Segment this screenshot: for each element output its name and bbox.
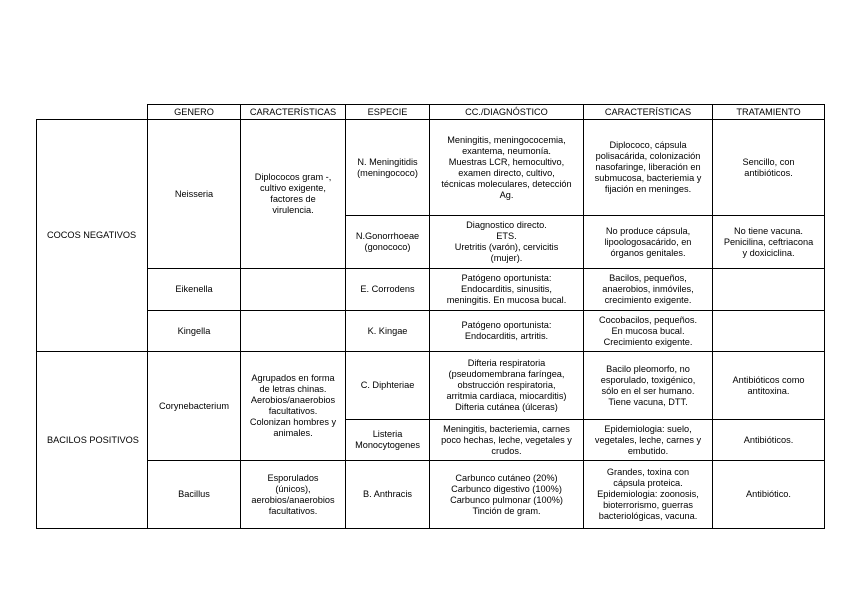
diagnostico-c-diphteriae <box>430 352 584 420</box>
text-line: Carbunco cutáneo (20%) <box>455 472 558 483</box>
caracteristicas-c-diphteriae <box>584 352 713 420</box>
text-line: Carbunco digestivo (100%) <box>451 483 562 494</box>
text-line: (mujer). <box>490 253 523 263</box>
header-especie: ESPECIE <box>346 105 430 120</box>
text-line: Muestras LCR, hemocultivo, <box>448 156 565 167</box>
especie-n-meningitidis <box>346 120 430 216</box>
text-line: Diplococo, cápsula <box>609 140 687 150</box>
text-line: Patógeno oportunista: <box>461 320 552 330</box>
text-line: polisacárida, colonización <box>595 151 701 161</box>
text-line: nasofaringe, liberación en <box>595 162 701 172</box>
genero-neisseria: Neisseria <box>148 120 241 269</box>
tratamiento-eikenella-empty <box>713 269 825 311</box>
text-line: Meningitis, bacteriemia, carnes <box>443 423 570 434</box>
text-line: Antibióticos como <box>732 374 805 385</box>
table-row <box>37 461 825 529</box>
text-line: Diplococos gram -, <box>254 172 332 182</box>
text-line: Difteria cutánea (úlceras) <box>455 402 558 412</box>
header-diagnostico: CC./DIAGNÓSTICO <box>430 105 584 120</box>
text-line: Penicilina, ceftriacona <box>723 236 814 247</box>
tratamiento-kingella-empty <box>713 311 825 352</box>
text-line: (únicos), <box>275 483 311 494</box>
text-line: facultativos. <box>268 406 318 416</box>
text-line: En mucosa bucal. <box>611 325 685 336</box>
text-line: Epidemiologia: suelo, <box>604 423 692 434</box>
header-empty <box>37 105 148 120</box>
text-line: Listeria <box>372 429 403 439</box>
text-line: virulencia. <box>272 205 314 215</box>
text-line: poco hechas, leche, vegetales y <box>441 434 572 445</box>
text-line: antibióticos. <box>744 167 793 178</box>
genero-kingella: Kingella <box>148 311 241 352</box>
caracteristicas-e-corrodens <box>584 269 713 311</box>
text-line: Colonizan hombres y <box>249 417 337 427</box>
text-line: bacteriológicas, vacuna. <box>598 511 698 521</box>
genero-corynebacterium: Corynebacterium <box>148 352 241 461</box>
text-line: antitoxina. <box>747 385 790 396</box>
especie-listeria <box>346 420 430 461</box>
diagnostico-b-anthracis <box>430 461 584 529</box>
text-line: Aerobios/anaerobios <box>250 395 336 405</box>
header-tratamiento: TRATAMIENTO <box>713 105 825 120</box>
text-line: bioterrorismo, guerras <box>603 500 693 510</box>
genero-bacillus: Bacillus <box>148 461 241 529</box>
text-line: cápsula proteica. <box>613 478 683 488</box>
text-line: órganos genitales. <box>610 247 686 258</box>
tratamiento-listeria: Antibióticos. <box>713 420 825 461</box>
text-line: (meningococo) <box>357 167 418 178</box>
text-line: arritmia cardiaca, miocarditis) <box>446 391 567 401</box>
text-line: Sencillo, con <box>742 156 795 167</box>
text-line: submucosa, bacteriemia y <box>594 173 702 183</box>
text-line: anaerobios, inmóviles, <box>602 284 694 294</box>
caracteristicas-n-meningitidis <box>584 120 713 216</box>
text-line: técnicas moleculares, detección <box>441 178 572 189</box>
tratamiento-c-diphteriae <box>713 352 825 420</box>
text-line: Cocobacilos, pequeños. <box>598 314 698 325</box>
caracteristicas-corynebacterium <box>241 352 346 461</box>
caracteristicas-kingella-empty <box>241 311 346 352</box>
text-line: animales. <box>273 428 313 438</box>
text-line: Difteria respiratoria <box>467 358 546 368</box>
text-line: (pseudomembrana faríngea, <box>448 369 565 379</box>
text-line: Grandes, toxina con <box>606 467 690 477</box>
text-line: obstrucción respiratoria, <box>457 380 556 390</box>
text-line: cultivo exigente, <box>260 183 326 193</box>
diagnostico-listeria <box>430 420 584 461</box>
text-line: Meningitis, meningococemia, <box>447 134 566 145</box>
text-line: Endocarditis, sinusitis, <box>461 284 552 294</box>
especie-k-kingae: K. Kingae <box>346 311 430 352</box>
text-line: aerobios/anaerobios <box>251 494 335 505</box>
text-line: Tiene vacuna, DTT. <box>608 396 688 407</box>
tratamiento-n-meningitidis <box>713 120 825 216</box>
header-caracteristicas-genero: CARACTERÍSTICAS <box>241 105 346 120</box>
especie-n-gonorrhoeae <box>346 216 430 269</box>
header-genero: GENERO <box>148 105 241 120</box>
table-row <box>37 352 825 420</box>
diagnostico-k-kingae <box>430 311 584 352</box>
text-line: lipoologosacárido, en <box>604 236 692 247</box>
text-line: No tiene vacuna. <box>734 225 803 236</box>
text-line: de letras chinas. <box>259 384 327 394</box>
caracteristicas-listeria <box>584 420 713 461</box>
text-line: N.Gonorrhoeae <box>355 231 420 241</box>
text-line: y doxiciclina. <box>742 247 795 258</box>
caracteristicas-n-gonorrhoeae <box>584 216 713 269</box>
header-caracteristicas-especie: CARACTERÍSTICAS <box>584 105 713 120</box>
especie-b-anthracis: B. Anthracis <box>346 461 430 529</box>
text-line: Bacilo pleomorfo, no <box>606 363 690 374</box>
text-line: Monocytogenes <box>355 440 420 450</box>
text-line: Endocarditis, artritis. <box>464 331 549 341</box>
caracteristicas-neisseria <box>241 120 346 269</box>
table-row <box>37 311 825 352</box>
tratamiento-n-gonorrhoeae <box>713 216 825 269</box>
text-line: Bacilos, pequeños, <box>609 273 687 283</box>
caracteristicas-k-kingae <box>584 311 713 352</box>
text-line: Agrupados en forma <box>251 373 335 383</box>
group-cocos-negativos: COCOS NEGATIVOS <box>37 120 148 352</box>
text-line: facultativos. <box>268 505 318 516</box>
text-line: Esporulados <box>267 472 319 483</box>
especie-e-corrodens: E. Corrodens <box>346 269 430 311</box>
text-line: (gonococo) <box>364 242 411 252</box>
diagnostico-n-meningitidis <box>430 120 584 216</box>
text-line: crecimiento exigente. <box>604 295 692 305</box>
text-line: N. Meningitidis <box>357 156 418 167</box>
text-line: Patógeno oportunista: <box>461 273 552 283</box>
text-line: ETS. <box>496 231 517 241</box>
text-line: Crecimiento exigente. <box>603 336 693 347</box>
tratamiento-b-anthracis: Antibiótico. <box>713 461 825 529</box>
diagnostico-n-gonorrhoeae <box>430 216 584 269</box>
especie-c-diphteriae: C. Diphteriae <box>346 352 430 420</box>
text-line: Ag. <box>499 189 514 200</box>
text-line: Tinción de gram. <box>472 505 541 516</box>
text-line: esporulado, toxigénico, <box>600 374 696 385</box>
text-line: No produce cápsula, <box>605 225 691 236</box>
text-line: Uretritis (varón), cervicitis <box>454 242 559 252</box>
genero-eikenella: Eikenella <box>148 269 241 311</box>
text-line: Epidemiologia: zoonosis, <box>597 489 699 499</box>
text-line: Diagnostico directo. <box>466 220 547 230</box>
text-line: meningitis. En mucosa bucal. <box>446 295 567 305</box>
caracteristicas-b-anthracis <box>584 461 713 529</box>
text-line: embutido. <box>627 445 669 456</box>
text-line: examen directo, cultivo, <box>458 167 555 178</box>
group-bacilos-positivos: BACILOS POSITIVOS <box>37 352 148 529</box>
diagnostico-e-corrodens <box>430 269 584 311</box>
text-line: crudos. <box>491 445 522 456</box>
caracteristicas-bacillus <box>241 461 346 529</box>
caracteristicas-eikenella-empty <box>241 269 346 311</box>
text-line: vegetales, leche, carnes y <box>594 434 702 445</box>
text-line: exantema, neumonía. <box>462 145 551 156</box>
table-row <box>37 269 825 311</box>
text-line: fijación en meninges. <box>604 184 692 194</box>
text-line: Carbunco pulmonar (100%) <box>450 494 563 505</box>
header-row <box>37 105 825 120</box>
microbiology-table <box>36 104 825 529</box>
text-line: factores de <box>270 194 316 204</box>
text-line: sólo en el ser humano. <box>601 385 695 396</box>
table-row <box>37 120 825 216</box>
